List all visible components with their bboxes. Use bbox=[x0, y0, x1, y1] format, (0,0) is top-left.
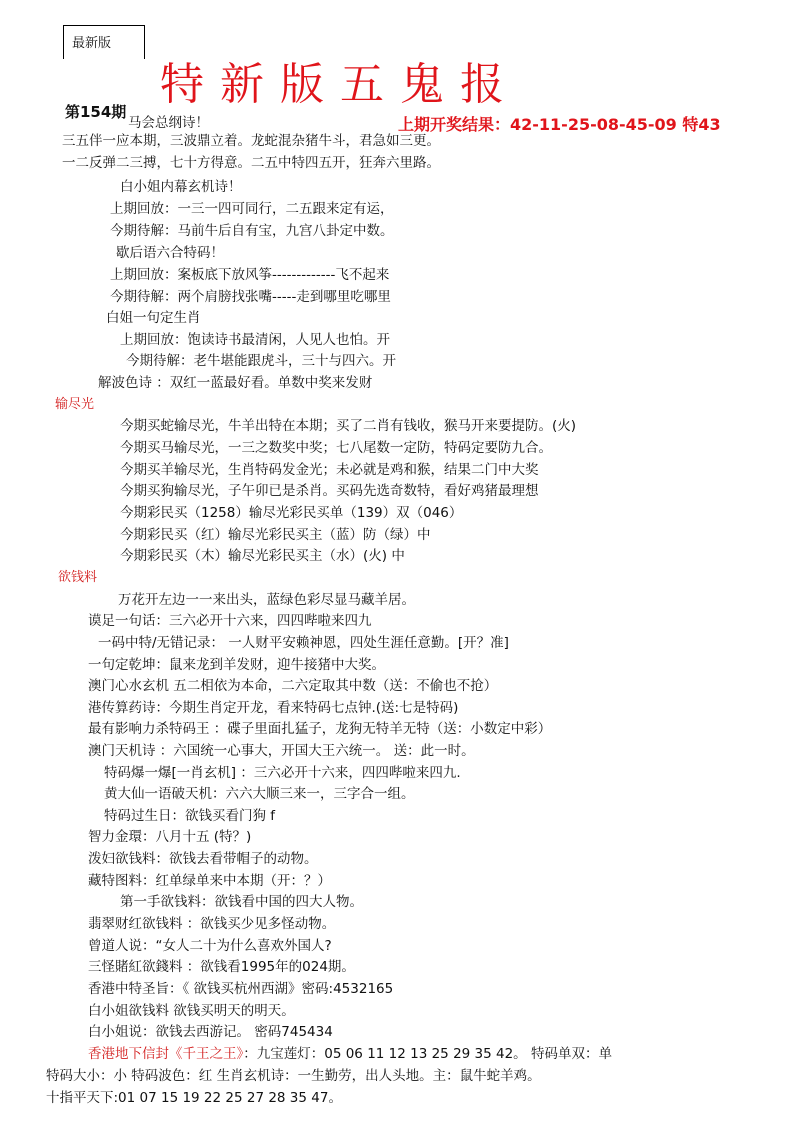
text-line: 今期买蛇输尽光，牛羊出特在本期；买了二肖有钱收，猴马开来要提防。(火) bbox=[120, 418, 577, 434]
text-line: 今期彩民买（1258）输尽光彩民买单（139）双（046） bbox=[120, 505, 463, 521]
text-line: 香港中特圣旨：《 欲钱买杭州西湖》密码:4532165 bbox=[88, 981, 394, 997]
tail-line bbox=[88, 1045, 612, 1063]
page-title: 特新版五鬼报 bbox=[160, 59, 520, 110]
text-line: 特码爆一爆[一肖玄机] ：三六必开十六来，四四哔啦来四九. bbox=[104, 765, 461, 781]
issue-number: 第154期 bbox=[65, 103, 127, 121]
text-line: 今期待解：老牛堪能跟虎斗，三十与四六。开 bbox=[126, 353, 396, 369]
text-line: 今期彩民买（红）输尽光彩民买主（蓝）防（绿）中 bbox=[120, 527, 431, 543]
tail-red-label: 香港地下信封《千王之王》 bbox=[88, 1046, 244, 1062]
text-line: 上期回放：饱读诗书最清闲，人见人也怕。开 bbox=[120, 332, 390, 348]
text-line: 翡翠财红欲钱料 ：欲钱买少见多怪动物。 bbox=[88, 916, 336, 932]
text-line: 解波色诗 ：双红一蓝最好看。单数中奖来发财 bbox=[98, 375, 373, 391]
text-line: 港传算药诗：今期生肖定开龙，看来特码七点钟.(送:七是特码) bbox=[88, 700, 459, 716]
text-line: 一句定乾坤：鼠来龙到羊发财，迎牛接猪中大奖。 bbox=[88, 657, 385, 673]
text-line: 第一手欲钱料：欲钱看中国的四大人物。 bbox=[120, 894, 363, 910]
special-line: 特码大小：小 特码波色：红 生肖玄机诗：一生勤劳，出人头地。主：鼠牛蛇羊鸡。 bbox=[46, 1068, 541, 1084]
text-line: 马会总纲诗！ bbox=[128, 115, 209, 131]
text-line: 歇后语六合特码！ bbox=[116, 245, 224, 261]
text-line: 今期买狗输尽光，子午卯已是杀肖。买码先选奇数特，看好鸡猪最理想 bbox=[120, 483, 539, 499]
text-line: 今期待解：马前牛后自有宝，九宫八卦定中数。 bbox=[110, 223, 394, 239]
text-line: 黄大仙一语破天机：六六大顺三来一，三字合一组。 bbox=[104, 786, 415, 802]
text-line: 泼妇欲钱料：欲钱去看带帽子的动物。 bbox=[88, 851, 318, 867]
section-header: 欲钱料 bbox=[58, 570, 98, 585]
text-line: 最有影响力杀特码王 ：碟子里面扎猛子，龙狗无特羊无特（送：小数定中彩） bbox=[88, 721, 552, 737]
text-line: 今期买羊输尽光，生肖特码发金光；未必就是鸡和猴，结果二门中大奖 bbox=[120, 462, 539, 478]
text-line: 澳门心水玄机 五二相依为本命，二六定取其中数（送：不偷也不抢） bbox=[88, 678, 498, 694]
section-header: 输尽光 bbox=[55, 397, 95, 412]
text-line: 藏特图料：红单绿单来中本期（开：？） bbox=[88, 873, 331, 889]
text-line: 一二反弹二三搏，七十方得意。二五中特四五开，狂奔六里路。 bbox=[62, 155, 440, 171]
text-line: 上期回放：一三一四可同行，二五跟来定有运， bbox=[110, 201, 394, 217]
text-line: 曾道人说：“女人二十为什么喜欢外国人? bbox=[88, 938, 332, 954]
text-line: 一码中特/无错记录： 一人财平安赖神恩，四处生涯任意勤。[开？准] bbox=[98, 635, 509, 651]
text-line: 三五伴一应本期，三波鼎立着。龙蛇混杂猪牛斗，君急如三更。 bbox=[62, 133, 440, 149]
text-line: 今期买马输尽光，一三之数奖中奖；七八尾数一定防，特码定要防九合。 bbox=[120, 440, 552, 456]
text-line: 三怪賭紅欲錢料 ：欲钱看1995年的024期。 bbox=[88, 959, 355, 975]
text-line: 今期待解：两个肩膀找张嘴-----走到哪里吃哪里 bbox=[110, 289, 391, 305]
last-result: 上期开奖结果：42-11-25-08-45-09 特43 bbox=[398, 115, 721, 134]
text-line: 白小姐说：欲钱去西游记。 密码745434 bbox=[88, 1024, 333, 1040]
text-line: 白姐一句定生肖 bbox=[106, 310, 201, 326]
text-line: 特码过生日：欲钱买看门狗 f bbox=[104, 808, 276, 824]
tail-text: ：九宝莲灯：05 06 11 12 13 25 29 35 42。 特码单双：单 bbox=[243, 1046, 612, 1062]
text-line: 白小姐内幕玄机诗！ bbox=[120, 179, 242, 195]
text-line: 白小姐欲钱料 欲钱买明天的明天。 bbox=[88, 1003, 295, 1019]
text-line: 智力金環：八月十五 (特？) bbox=[88, 829, 252, 845]
text-line: 上期回放：案板底下放风筝-------------飞不起来 bbox=[110, 267, 390, 283]
edition-badge: 最新版 bbox=[63, 25, 145, 59]
last-line: 十指平天下:01 07 15 19 22 25 27 28 35 47。 bbox=[46, 1090, 342, 1106]
text-line: 谟足一句话：三六必开十六来，四四哔啦来四九 bbox=[88, 613, 372, 629]
text-line: 万花开左边一一来出头，蓝绿色彩尽显马藏羊居。 bbox=[118, 592, 415, 608]
text-line: 今期彩民买（木）输尽光彩民买主（水）(火) 中 bbox=[120, 548, 405, 564]
text-line: 澳门天机诗 ：六国统一心事大，开国大王六统一。 送：此一时。 bbox=[88, 743, 475, 759]
